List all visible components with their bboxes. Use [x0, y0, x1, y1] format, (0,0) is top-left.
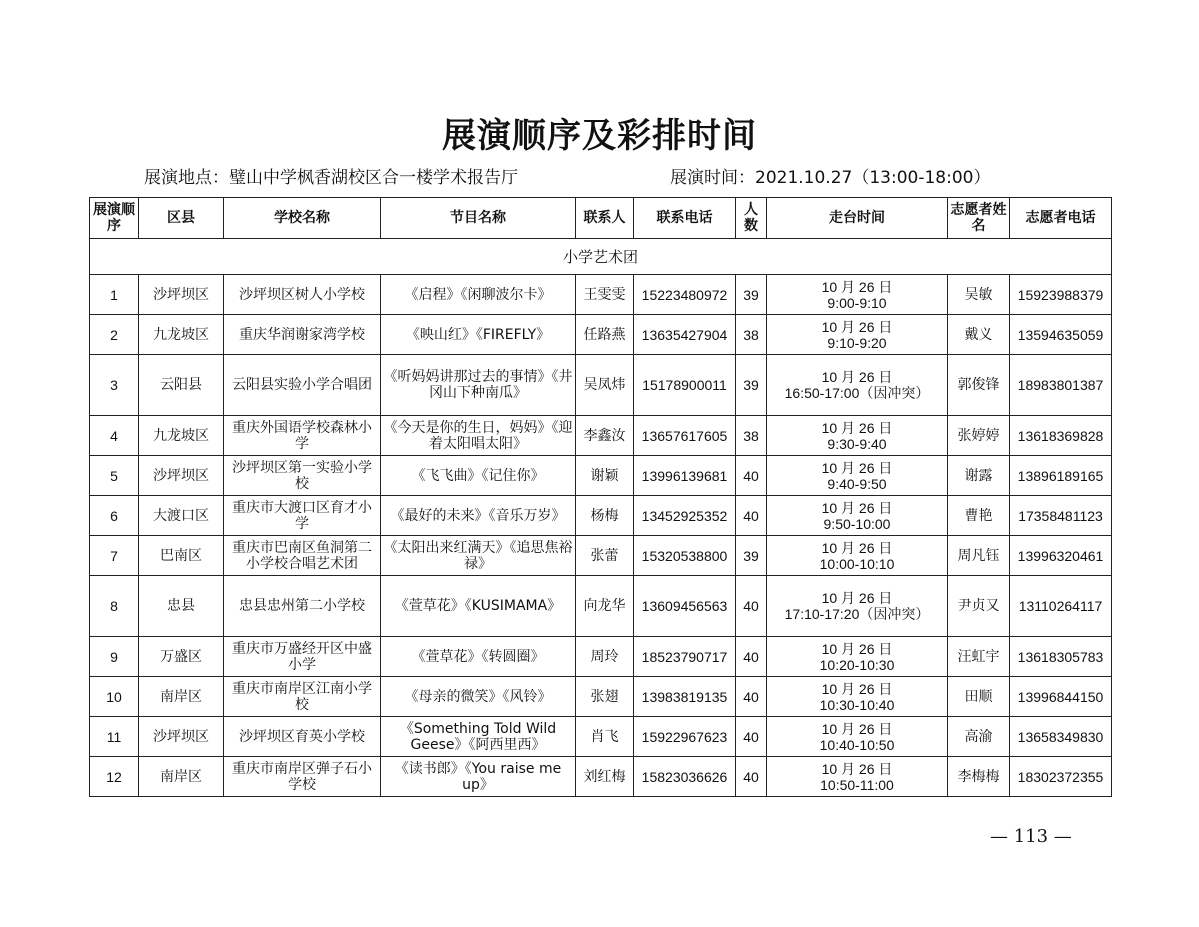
row-program: 《萱草花》《转圆圈》	[381, 637, 576, 677]
stage-date: 10 月 26 日	[821, 459, 893, 476]
row-count: 39	[736, 536, 767, 576]
row-volunteer: 郭俊锋	[948, 355, 1010, 416]
row-number: 2	[90, 315, 139, 355]
row-school: 沙坪坝区树人小学校	[224, 275, 381, 315]
row-district: 南岸区	[139, 677, 224, 717]
row-count: 39	[736, 275, 767, 315]
row-district: 九龙坡区	[139, 416, 224, 456]
row-school: 沙坪坝区第一实验小学校	[224, 456, 381, 496]
row-school: 重庆市南岸区弹子石小学校	[224, 757, 381, 797]
row-number: 9	[90, 637, 139, 677]
time-info: 展演时间：2021.10.27（13:00-18:00）	[670, 168, 991, 188]
stage-date: 10 月 26 日	[821, 278, 893, 295]
row-contact: 张蕾	[576, 536, 634, 576]
row-stage-time	[767, 496, 948, 536]
row-stage-time	[767, 677, 948, 717]
row-count: 40	[736, 637, 767, 677]
header-order: 展演顺序	[90, 198, 139, 239]
header-count: 人数	[736, 198, 767, 239]
row-stage-time	[767, 315, 948, 355]
row-stage-time	[767, 456, 948, 496]
header-row	[90, 198, 1112, 239]
row-district: 九龙坡区	[139, 315, 224, 355]
row-volunteer-phone: 13996320461	[1010, 536, 1112, 576]
row-count: 39	[736, 355, 767, 416]
row-program: 《今天是你的生日，妈妈》《迎着太阳唱太阳》	[381, 416, 576, 456]
row-phone: 13996139681	[634, 456, 736, 496]
row-contact: 任路燕	[576, 315, 634, 355]
row-volunteer: 高渝	[948, 717, 1010, 757]
stage-time-range: 17:10-17:20（因冲突）	[784, 606, 930, 622]
row-phone: 13657617605	[634, 416, 736, 456]
venue-info: 展演地点：璧山中学枫香湖校区合一楼学术报告厅	[144, 168, 518, 188]
stage-time-range: 10:30-10:40	[819, 696, 895, 713]
row-volunteer-phone: 13618305783	[1010, 637, 1112, 677]
row-stage-time	[767, 536, 948, 576]
row-phone: 15823036626	[634, 757, 736, 797]
header-phone: 联系电话	[634, 198, 736, 239]
row-volunteer: 张婷婷	[948, 416, 1010, 456]
row-school: 云阳县实验小学合唱团	[224, 355, 381, 416]
row-school: 重庆华润谢家湾学校	[224, 315, 381, 355]
row-district: 沙坪坝区	[139, 275, 224, 315]
row-count: 40	[736, 456, 767, 496]
stage-date: 10 月 26 日	[821, 680, 893, 697]
row-district: 南岸区	[139, 757, 224, 797]
row-stage-time	[767, 416, 948, 456]
row-district: 沙坪坝区	[139, 717, 224, 757]
page-title: 展演顺序及彩排时间	[442, 116, 757, 156]
row-volunteer-phone: 13594635059	[1010, 315, 1112, 355]
table-row	[90, 355, 1112, 416]
row-contact: 周玲	[576, 637, 634, 677]
row-stage-time	[767, 576, 948, 637]
row-school: 重庆市万盛经开区中盛小学	[224, 637, 381, 677]
table-row	[90, 275, 1112, 315]
row-contact: 杨梅	[576, 496, 634, 536]
row-program: 《萱草花》《KUSIMAMA》	[381, 576, 576, 637]
header-volunteer: 志愿者姓名	[948, 198, 1010, 239]
table-row	[90, 536, 1112, 576]
row-stage-time	[767, 717, 948, 757]
page-number: — 113 —	[990, 826, 1072, 847]
stage-time-range: 10:20-10:30	[819, 656, 895, 673]
row-volunteer: 李梅梅	[948, 757, 1010, 797]
table-row	[90, 717, 1112, 757]
row-volunteer: 谢露	[948, 456, 1010, 496]
row-stage-time	[767, 355, 948, 416]
row-volunteer-phone: 15923988379	[1010, 275, 1112, 315]
header-stage-time: 走台时间	[767, 198, 948, 239]
row-stage-time	[767, 637, 948, 677]
row-contact: 肖飞	[576, 717, 634, 757]
header-volunteer-phone: 志愿者电话	[1010, 198, 1112, 239]
row-count: 38	[736, 416, 767, 456]
row-volunteer: 尹贞又	[948, 576, 1010, 637]
header-district: 区县	[139, 198, 224, 239]
table-row	[90, 456, 1112, 496]
row-school: 重庆市大渡口区育才小学	[224, 496, 381, 536]
row-program: 《启程》《闲聊波尔卡》	[381, 275, 576, 315]
row-volunteer: 田顺	[948, 677, 1010, 717]
row-number: 6	[90, 496, 139, 536]
row-volunteer: 周凡钰	[948, 536, 1010, 576]
row-phone: 15178900011	[634, 355, 736, 416]
row-number: 12	[90, 757, 139, 797]
row-number: 4	[90, 416, 139, 456]
stage-date: 10 月 26 日	[821, 369, 893, 385]
header-program: 节目名称	[381, 198, 576, 239]
row-volunteer-phone: 13658349830	[1010, 717, 1112, 757]
row-phone: 13452925352	[634, 496, 736, 536]
row-count: 38	[736, 315, 767, 355]
row-number: 1	[90, 275, 139, 315]
stage-time-range: 9:30-9:40	[827, 435, 887, 452]
row-phone: 13609456563	[634, 576, 736, 637]
stage-time-range: 9:50-10:00	[823, 515, 891, 532]
row-volunteer-phone: 18983801387	[1010, 355, 1112, 416]
stage-date: 10 月 26 日	[821, 539, 893, 556]
stage-date: 10 月 26 日	[821, 318, 893, 335]
row-volunteer: 曹艳	[948, 496, 1010, 536]
section-row	[90, 239, 1112, 275]
row-number: 7	[90, 536, 139, 576]
row-number: 8	[90, 576, 139, 637]
table-row	[90, 757, 1112, 797]
row-program: 《Something Told Wild Geese》《阿西里西》	[381, 717, 576, 757]
row-volunteer-phone: 13996844150	[1010, 677, 1112, 717]
row-count: 40	[736, 757, 767, 797]
row-phone: 15320538800	[634, 536, 736, 576]
stage-date: 10 月 26 日	[821, 640, 893, 657]
schedule-table	[89, 197, 1112, 797]
row-number: 3	[90, 355, 139, 416]
section-title: 小学艺术团	[90, 239, 1112, 275]
row-count: 40	[736, 496, 767, 536]
row-district: 万盛区	[139, 637, 224, 677]
row-contact: 刘红梅	[576, 757, 634, 797]
row-school: 沙坪坝区育英小学校	[224, 717, 381, 757]
row-contact: 李鑫汝	[576, 416, 634, 456]
stage-time-range: 9:10-9:20	[827, 334, 887, 351]
table-row	[90, 576, 1112, 637]
row-school: 重庆市南岸区江南小学校	[224, 677, 381, 717]
stage-date: 10 月 26 日	[821, 419, 893, 436]
row-volunteer: 吴敏	[948, 275, 1010, 315]
table-row	[90, 496, 1112, 536]
row-school: 重庆外国语学校森林小学	[224, 416, 381, 456]
row-volunteer-phone: 13110264117	[1010, 576, 1112, 637]
row-stage-time	[767, 757, 948, 797]
row-phone: 15223480972	[634, 275, 736, 315]
row-contact: 吴凤炜	[576, 355, 634, 416]
stage-date: 10 月 26 日	[821, 590, 893, 606]
stage-date: 10 月 26 日	[821, 720, 893, 737]
row-program: 《太阳出来红满天》《追思焦裕禄》	[381, 536, 576, 576]
row-contact: 向龙华	[576, 576, 634, 637]
stage-time-range: 10:50-11:00	[820, 776, 894, 793]
row-stage-time	[767, 275, 948, 315]
table-row	[90, 637, 1112, 677]
row-contact: 王雯雯	[576, 275, 634, 315]
stage-time-range: 9:40-9:50	[827, 475, 887, 492]
stage-time-range: 10:00-10:10	[819, 555, 895, 572]
row-contact: 张翅	[576, 677, 634, 717]
row-program: 《母亲的微笑》《风铃》	[381, 677, 576, 717]
table-row	[90, 677, 1112, 717]
row-contact: 谢颖	[576, 456, 634, 496]
stage-date: 10 月 26 日	[821, 760, 893, 777]
row-program: 《映山红》《FIREFLY》	[381, 315, 576, 355]
row-number: 10	[90, 677, 139, 717]
row-program: 《听妈妈讲那过去的事情》《井冈山下种南瓜》	[381, 355, 576, 416]
table-row	[90, 315, 1112, 355]
row-volunteer-phone: 17358481123	[1010, 496, 1112, 536]
row-phone: 18523790717	[634, 637, 736, 677]
row-program: 《读书郎》《You raise me up》	[381, 757, 576, 797]
stage-time-range: 16:50-17:00（因冲突）	[784, 385, 930, 401]
row-count: 40	[736, 677, 767, 717]
row-district: 忠县	[139, 576, 224, 637]
stage-date: 10 月 26 日	[821, 499, 893, 516]
row-school: 忠县忠州第二小学校	[224, 576, 381, 637]
row-school: 重庆市巴南区鱼洞第二小学校合唱艺术团	[224, 536, 381, 576]
row-volunteer-phone: 13618369828	[1010, 416, 1112, 456]
row-phone: 13983819135	[634, 677, 736, 717]
row-volunteer: 汪虹宇	[948, 637, 1010, 677]
row-volunteer-phone: 18302372355	[1010, 757, 1112, 797]
header-school: 学校名称	[224, 198, 381, 239]
row-volunteer-phone: 13896189165	[1010, 456, 1112, 496]
row-number: 11	[90, 717, 139, 757]
row-program: 《飞飞曲》《记住你》	[381, 456, 576, 496]
row-number: 5	[90, 456, 139, 496]
row-count: 40	[736, 717, 767, 757]
row-district: 巴南区	[139, 536, 224, 576]
row-volunteer: 戴义	[948, 315, 1010, 355]
header-contact: 联系人	[576, 198, 634, 239]
row-phone: 15922967623	[634, 717, 736, 757]
row-count: 40	[736, 576, 767, 637]
row-phone: 13635427904	[634, 315, 736, 355]
row-district: 大渡口区	[139, 496, 224, 536]
table-row	[90, 416, 1112, 456]
row-program: 《最好的未来》《音乐万岁》	[381, 496, 576, 536]
row-district: 云阳县	[139, 355, 224, 416]
row-district: 沙坪坝区	[139, 456, 224, 496]
stage-time-range: 10:40-10:50	[819, 736, 895, 753]
stage-time-range: 9:00-9:10	[827, 294, 887, 311]
